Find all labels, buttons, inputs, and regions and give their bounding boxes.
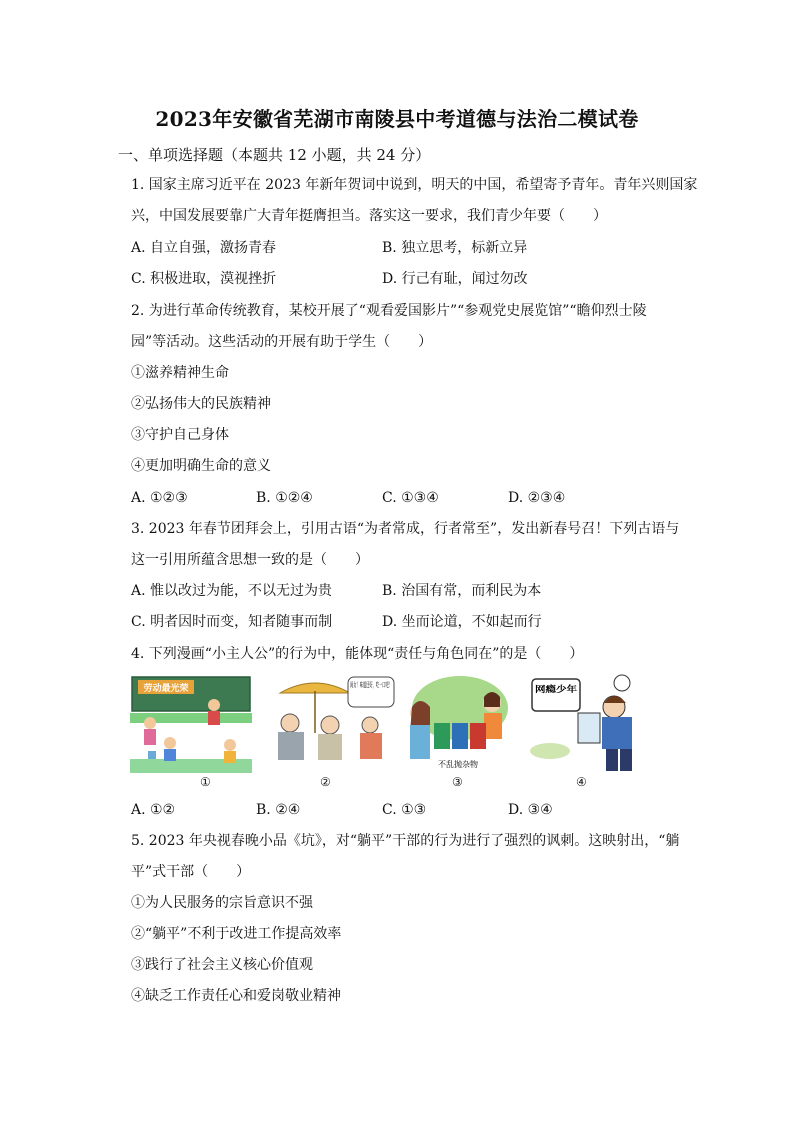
q5-item-4: ④缺乏工作责任心和爱岗敬业精神 bbox=[131, 988, 341, 1004]
q3-option-c: C. 明者因时而变，知者随事而制 bbox=[131, 614, 333, 630]
section-heading: 一、单项选择题（本题共 12 小题，共 24 分） bbox=[118, 146, 431, 164]
q3-stem-line1: 3. 2023 年春节团拜会上，引用古语“为者常成，行者常至”，发出新春号召！下列古语与 bbox=[131, 521, 680, 537]
q1-stem-line1: 1. 国家主席习近平在 2023 年新年贺词中说到，明天的中国，希望寄予青年。青年兴则国家 bbox=[131, 177, 698, 193]
q4-stem: 4. 下列漫画“小主人公”的行为中，能体现“责任与角色同在”的是（ ） bbox=[131, 646, 584, 662]
panel3-caption-text: 不乱抛杂物 bbox=[438, 760, 478, 769]
panel1-board-text: 劳动最光荣 bbox=[143, 684, 189, 694]
q3-option-b: B. 治国有常，而利民为本 bbox=[382, 583, 542, 599]
q1-option-c: C. 积极进取，漠视挫折 bbox=[131, 271, 277, 287]
comic-panel-3 bbox=[402, 673, 514, 773]
q4-comic-strip bbox=[130, 673, 650, 789]
q1-option-b: B. 独立思考，标新立异 bbox=[382, 240, 528, 256]
q4-option-d: D. ③④ bbox=[508, 802, 553, 818]
q2-option-b: B. ①②④ bbox=[256, 490, 313, 506]
q2-option-d: D. ②③④ bbox=[508, 490, 566, 506]
panel4-sign-text: 网瘾少年 bbox=[535, 685, 570, 695]
q3-stem-line2: 这一引用所蕴含思想一致的是（ ） bbox=[131, 552, 369, 568]
q4-caption-2: ② bbox=[320, 775, 331, 789]
q2-stem-line2: 园”等活动。这些活动的开展有助于学生（ ） bbox=[131, 334, 433, 350]
q4-caption-1: ① bbox=[200, 775, 211, 789]
q2-option-c: C. ①③④ bbox=[382, 490, 439, 506]
q4-caption-4: ④ bbox=[576, 775, 587, 789]
q2-item-4: ④更加明确生命的意义 bbox=[131, 458, 271, 474]
q2-item-1: ①滋养精神生命 bbox=[131, 365, 229, 381]
q1-option-d: D. 行己有耻，闻过勿改 bbox=[382, 271, 528, 287]
q2-stem-line1: 2. 为进行革命传统教育，某校开展了“观看爱国影片”“参观党史展览馆”“瞻仰烈士陵 bbox=[131, 303, 647, 319]
q1-option-a: A. 自立自强，激扬青春 bbox=[131, 240, 277, 256]
comic-panel-2 bbox=[260, 673, 441, 773]
panel2-speech: 闺女！味道还好，吃一口吧！ bbox=[350, 681, 441, 689]
comic-panel-1 bbox=[130, 673, 252, 773]
q2-item-2: ②弘扬伟大的民族精神 bbox=[131, 396, 271, 412]
q2-item-3: ③守护自己身体 bbox=[131, 427, 229, 443]
q3-option-a: A. 惟以改过为能，不以无过为贵 bbox=[131, 583, 333, 599]
q5-stem-line1: 5. 2023 年央视春晚小品《坑》，对“躺平”干部的行为进行了强烈的讽刺。这映射出，“躺 bbox=[131, 833, 680, 849]
q4-option-c: C. ①③ bbox=[382, 802, 427, 818]
q1-stem-line2: 兴，中国发展要靠广大青年挺膺担当。落实这一要求，我们青少年要（ ） bbox=[131, 208, 607, 224]
q5-item-1: ①为人民服务的宗旨意识不强 bbox=[131, 895, 313, 911]
q5-stem-line2: 平”式干部（ ） bbox=[131, 864, 251, 880]
q4-option-b: B. ②④ bbox=[256, 802, 301, 818]
comic-panel-4 bbox=[520, 673, 645, 773]
q4-caption-3: ③ bbox=[452, 775, 463, 789]
q2-option-a: A. ①②③ bbox=[131, 490, 188, 506]
q5-item-2: ②“躺平”不利于改进工作提高效率 bbox=[131, 926, 342, 942]
q4-option-a: A. ①② bbox=[131, 802, 176, 818]
q5-item-3: ③践行了社会主义核心价值观 bbox=[131, 957, 313, 973]
exam-title: 2023年安徽省芜湖市南陵县中考道德与法治二模试卷 bbox=[155, 107, 639, 131]
q3-option-d: D. 坐而论道，不如起而行 bbox=[382, 614, 542, 630]
